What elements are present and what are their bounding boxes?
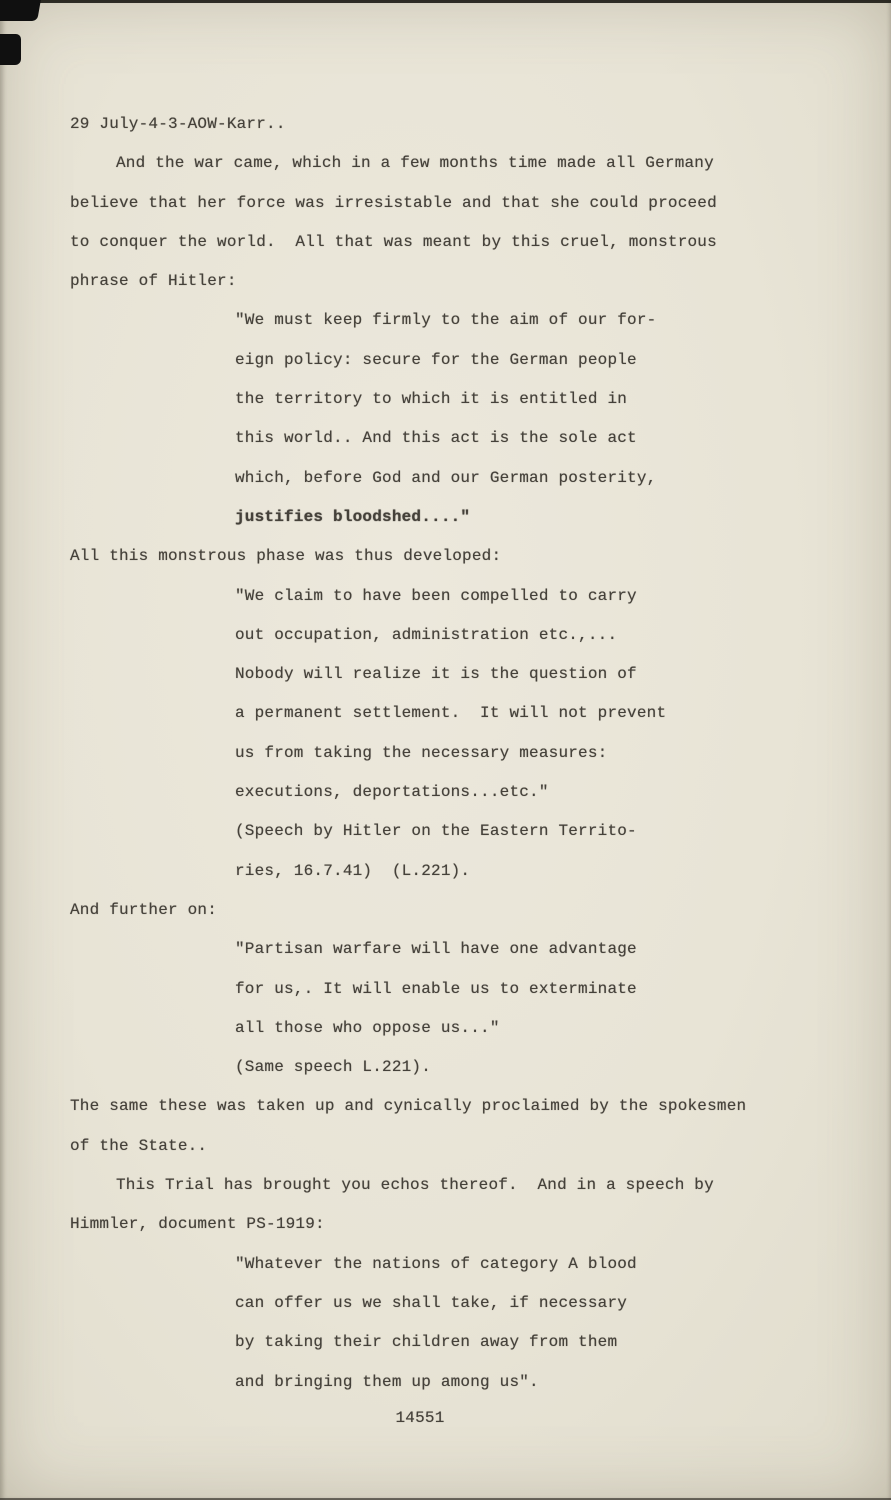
text-line: out occupation, administration etc.,... bbox=[235, 625, 618, 644]
text-line: a permanent settlement. It will not prevent bbox=[235, 704, 667, 723]
text-line: to conquer the world. All that was meant by this cruel, monstrous bbox=[70, 232, 717, 251]
text-line: Nobody will realize it is the question of bbox=[235, 665, 637, 684]
text-line: "Partisan warfare will have one advantage bbox=[235, 940, 637, 959]
text-line: This Trial has brought you echos thereof. And in a speech by bbox=[116, 1176, 714, 1195]
text-line: eign policy: secure for the German people bbox=[235, 350, 637, 369]
text-line: and bringing them up among us". bbox=[235, 1372, 539, 1391]
text-line: executions, deportations...etc." bbox=[235, 783, 549, 802]
scan-artifact-corner-mark bbox=[0, 0, 41, 21]
scan-artifact-corner-mark bbox=[0, 34, 21, 65]
text-line: "We claim to have been compelled to carry bbox=[235, 586, 637, 605]
text-line: ries, 16.7.41) (L.221). bbox=[235, 861, 471, 880]
text-line: And the war came, which in a few months time made all Germany bbox=[116, 154, 714, 173]
text-line: us from taking the necessary measures: bbox=[235, 743, 608, 762]
text-line: (Same speech L.221). bbox=[235, 1058, 432, 1077]
text-line: (Speech by Hitler on the Eastern Territo- bbox=[235, 822, 637, 841]
text-line: this world.. And this act is the sole act bbox=[235, 429, 637, 448]
text-line: by taking their children away from them bbox=[235, 1333, 618, 1352]
text-line: The same these was taken up and cynically proclaimed by the spokesmen bbox=[70, 1097, 747, 1116]
text-line: And further on: bbox=[70, 900, 218, 919]
text-line: "We must keep firmly to the aim of our for- bbox=[235, 311, 657, 330]
text-line: "Whatever the nations of category A blood bbox=[235, 1254, 637, 1273]
text-line: phrase of Hitler: bbox=[70, 272, 237, 291]
text-line: the territory to which it is entitled in bbox=[235, 390, 628, 409]
text-line: for us,. It will enable us to exterminate bbox=[235, 979, 637, 998]
text-line: believe that her force was irresistable and that she could proceed bbox=[70, 193, 717, 212]
text-line: which, before God and our German posterity, bbox=[235, 468, 657, 487]
text-line: all those who oppose us..." bbox=[235, 1018, 500, 1037]
text-line: justifies bloodshed...." bbox=[235, 507, 471, 526]
document-lines bbox=[70, 144, 831, 1402]
page-content bbox=[70, 105, 831, 1435]
text-line: of the State.. bbox=[70, 1136, 208, 1155]
page-number: 14551 bbox=[395, 1408, 445, 1427]
text-line: can offer us we shall take, if necessary bbox=[235, 1293, 628, 1312]
document-header: 29 July-4-3-AOW-Karr.. bbox=[70, 115, 286, 133]
text-line: All this monstrous phase was thus developed: bbox=[70, 547, 502, 566]
text-line: Himmler, document PS-1919: bbox=[70, 1215, 325, 1234]
